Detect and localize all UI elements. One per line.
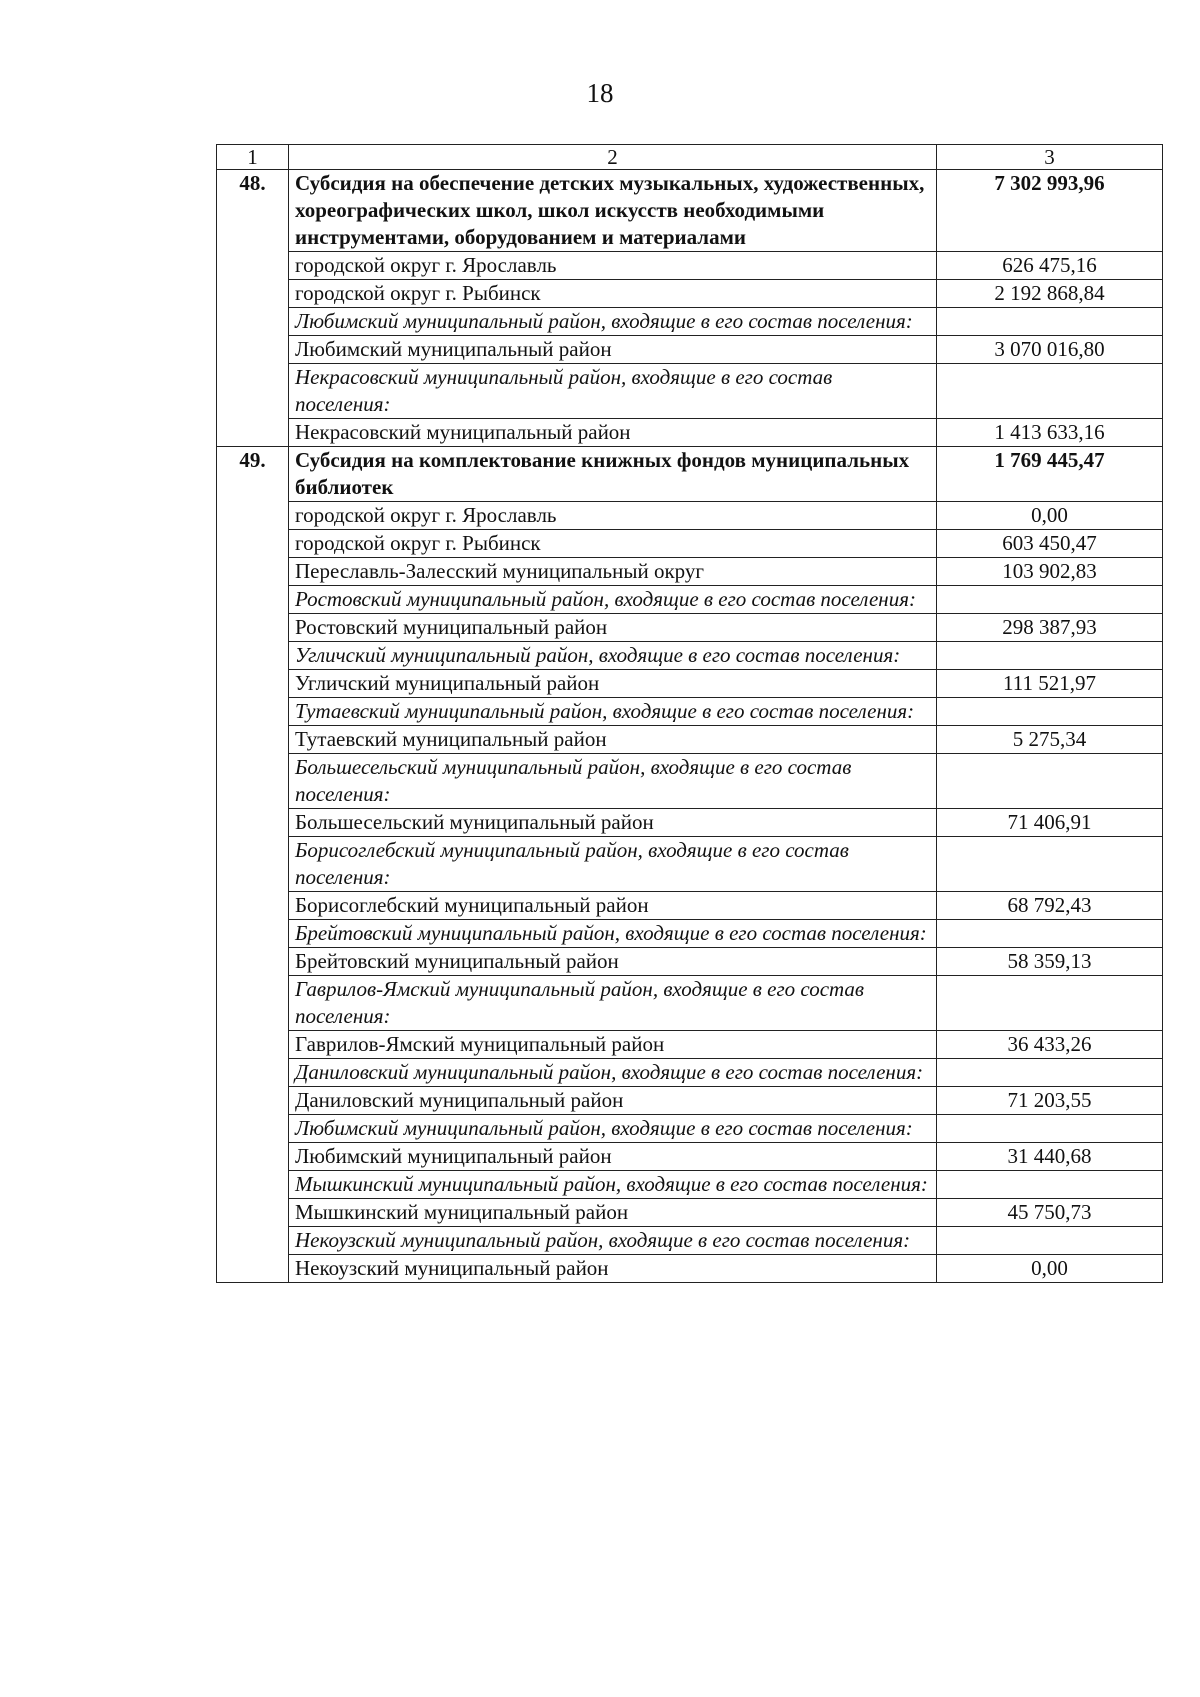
recipient-name: Гаврилов-Ямский муниципальный район — [289, 1031, 937, 1059]
table-row — [217, 1227, 1163, 1255]
header-col-1: 1 — [217, 145, 289, 170]
table-row — [217, 1115, 1163, 1143]
row-number-cell — [217, 308, 289, 336]
amount-cell: 36 433,26 — [937, 1031, 1163, 1059]
recipient-name: Брейтовский муниципальный район — [289, 948, 937, 976]
recipient-name: Некрасовский муниципальный район — [289, 419, 937, 447]
table-row — [217, 419, 1163, 447]
table-row — [217, 809, 1163, 837]
table-row — [217, 948, 1163, 976]
table-row — [217, 698, 1163, 726]
row-number-cell — [217, 1199, 289, 1227]
section-total: 7 302 993,96 — [937, 170, 1163, 252]
amount-cell: 71 203,55 — [937, 1087, 1163, 1115]
table-row — [217, 642, 1163, 670]
amount-cell: 5 275,34 — [937, 726, 1163, 754]
row-number-cell — [217, 1171, 289, 1199]
recipient-name: Переславль-Залесский муниципальный округ — [289, 558, 937, 586]
table-row — [217, 502, 1163, 530]
amount-cell: 31 440,68 — [937, 1143, 1163, 1171]
page-number: 18 — [586, 78, 614, 108]
recipient-name: Любимский муниципальный район — [289, 1143, 937, 1171]
row-number-cell — [217, 1087, 289, 1115]
table-row — [217, 308, 1163, 336]
amount-cell: 1 413 633,16 — [937, 419, 1163, 447]
district-group-label: Некоузский муниципальный район, входящие в его состав поселения: — [289, 1227, 937, 1255]
table-row — [217, 920, 1163, 948]
district-group-label: Даниловский муниципальный район, входящие в его состав поселения: — [289, 1059, 937, 1087]
amount-cell — [937, 1227, 1163, 1255]
amount-cell: 626 475,16 — [937, 252, 1163, 280]
recipient-name: Даниловский муниципальный район — [289, 1087, 937, 1115]
district-group-label: Угличский муниципальный район, входящие в его состав поселения: — [289, 642, 937, 670]
table-row — [217, 252, 1163, 280]
amount-cell — [937, 754, 1163, 809]
recipient-name: Большесельский муниципальный район — [289, 809, 937, 837]
table-row — [217, 1087, 1163, 1115]
recipient-name: Угличский муниципальный район — [289, 670, 937, 698]
table-row — [217, 1255, 1163, 1283]
district-group-label: Некрасовский муниципальный район, входящие в его состав поселения: — [289, 364, 937, 419]
table-row — [217, 1143, 1163, 1171]
row-number-cell — [217, 670, 289, 698]
row-number-cell — [217, 1255, 289, 1283]
table-row — [217, 670, 1163, 698]
subsidy-table — [216, 144, 1163, 1283]
row-number-cell — [217, 530, 289, 558]
subsidy-table-body — [217, 145, 1163, 1283]
row-number-cell — [217, 1115, 289, 1143]
row-number-cell — [217, 809, 289, 837]
amount-cell: 298 387,93 — [937, 614, 1163, 642]
amount-cell: 0,00 — [937, 502, 1163, 530]
row-number-cell — [217, 336, 289, 364]
recipient-name: Мышкинский муниципальный район — [289, 1199, 937, 1227]
amount-cell: 3 070 016,80 — [937, 336, 1163, 364]
amount-cell: 58 359,13 — [937, 948, 1163, 976]
row-number-cell — [217, 698, 289, 726]
row-number-cell — [217, 726, 289, 754]
amount-cell — [937, 976, 1163, 1031]
section-total: 1 769 445,47 — [937, 447, 1163, 502]
amount-cell: 0,00 — [937, 1255, 1163, 1283]
section-number: 48. — [217, 170, 289, 252]
district-group-label: Тутаевский муниципальный район, входящие в его состав поселения: — [289, 698, 937, 726]
district-group-label: Ростовский муниципальный район, входящие в его состав поселения: — [289, 586, 937, 614]
recipient-name: городской округ г. Рыбинск — [289, 280, 937, 308]
table-row — [217, 726, 1163, 754]
header-col-2: 2 — [289, 145, 937, 170]
table-row — [217, 1199, 1163, 1227]
row-number-cell — [217, 920, 289, 948]
table-row — [217, 614, 1163, 642]
row-number-cell — [217, 586, 289, 614]
table-row — [217, 892, 1163, 920]
amount-cell — [937, 1115, 1163, 1143]
section-title-row — [217, 447, 1163, 502]
recipient-name: городской округ г. Рыбинск — [289, 530, 937, 558]
row-number-cell — [217, 837, 289, 892]
district-group-label: Борисоглебский муниципальный район, входящие в его состав поселения: — [289, 837, 937, 892]
amount-cell: 45 750,73 — [937, 1199, 1163, 1227]
district-group-label: Любимский муниципальный район, входящие в его состав поселения: — [289, 1115, 937, 1143]
table-row — [217, 558, 1163, 586]
district-group-label: Брейтовский муниципальный район, входящие в его состав поселения: — [289, 920, 937, 948]
amount-cell — [937, 364, 1163, 419]
amount-cell — [937, 837, 1163, 892]
row-number-cell — [217, 892, 289, 920]
section-title-row — [217, 170, 1163, 252]
district-group-label: Гаврилов-Ямский муниципальный район, входящие в его состав поселения: — [289, 976, 937, 1031]
table-row — [217, 1171, 1163, 1199]
table-row — [217, 1031, 1163, 1059]
row-number-cell — [217, 948, 289, 976]
row-number-cell — [217, 558, 289, 586]
table-row — [217, 754, 1163, 809]
header-col-3: 3 — [937, 145, 1163, 170]
row-number-cell — [217, 1143, 289, 1171]
district-group-label: Большесельский муниципальный район, входящие в его состав поселения: — [289, 754, 937, 809]
amount-cell: 2 192 868,84 — [937, 280, 1163, 308]
recipient-name: Борисоглебский муниципальный район — [289, 892, 937, 920]
row-number-cell — [217, 364, 289, 419]
row-number-cell — [217, 419, 289, 447]
recipient-name: Некоузский муниципальный район — [289, 1255, 937, 1283]
section-number: 49. — [217, 447, 289, 502]
district-group-label: Мышкинский муниципальный район, входящие в его состав поселения: — [289, 1171, 937, 1199]
table-row — [217, 1059, 1163, 1087]
table-row — [217, 530, 1163, 558]
row-number-cell — [217, 1059, 289, 1087]
recipient-name: Тутаевский муниципальный район — [289, 726, 937, 754]
amount-cell — [937, 642, 1163, 670]
recipient-name: городской округ г. Ярославль — [289, 502, 937, 530]
table-row — [217, 364, 1163, 419]
amount-cell — [937, 586, 1163, 614]
amount-cell — [937, 308, 1163, 336]
recipient-name: Любимский муниципальный район — [289, 336, 937, 364]
row-number-cell — [217, 502, 289, 530]
row-number-cell — [217, 1031, 289, 1059]
row-number-cell — [217, 1227, 289, 1255]
section-title: Субсидия на обеспечение детских музыкальных, художественных, хореографических школ, школ искусств необходимыми инструментами, оборудованием и материалами — [289, 170, 937, 252]
amount-cell: 603 450,47 — [937, 530, 1163, 558]
table-row — [217, 280, 1163, 308]
table-row — [217, 336, 1163, 364]
amount-cell — [937, 1059, 1163, 1087]
district-group-label: Любимский муниципальный район, входящие в его состав поселения: — [289, 308, 937, 336]
amount-cell: 111 521,97 — [937, 670, 1163, 698]
row-number-cell — [217, 754, 289, 809]
amount-cell: 71 406,91 — [937, 809, 1163, 837]
amount-cell: 103 902,83 — [937, 558, 1163, 586]
table-row — [217, 976, 1163, 1031]
table-row — [217, 837, 1163, 892]
table-header-row — [217, 145, 1163, 170]
row-number-cell — [217, 280, 289, 308]
amount-cell — [937, 920, 1163, 948]
recipient-name: Ростовский муниципальный район — [289, 614, 937, 642]
amount-cell — [937, 1171, 1163, 1199]
recipient-name: городской округ г. Ярославль — [289, 252, 937, 280]
row-number-cell — [217, 642, 289, 670]
row-number-cell — [217, 976, 289, 1031]
row-number-cell — [217, 614, 289, 642]
section-title: Субсидия на комплектование книжных фондов муниципальных библиотек — [289, 447, 937, 502]
table-row — [217, 586, 1163, 614]
amount-cell: 68 792,43 — [937, 892, 1163, 920]
row-number-cell — [217, 252, 289, 280]
amount-cell — [937, 698, 1163, 726]
